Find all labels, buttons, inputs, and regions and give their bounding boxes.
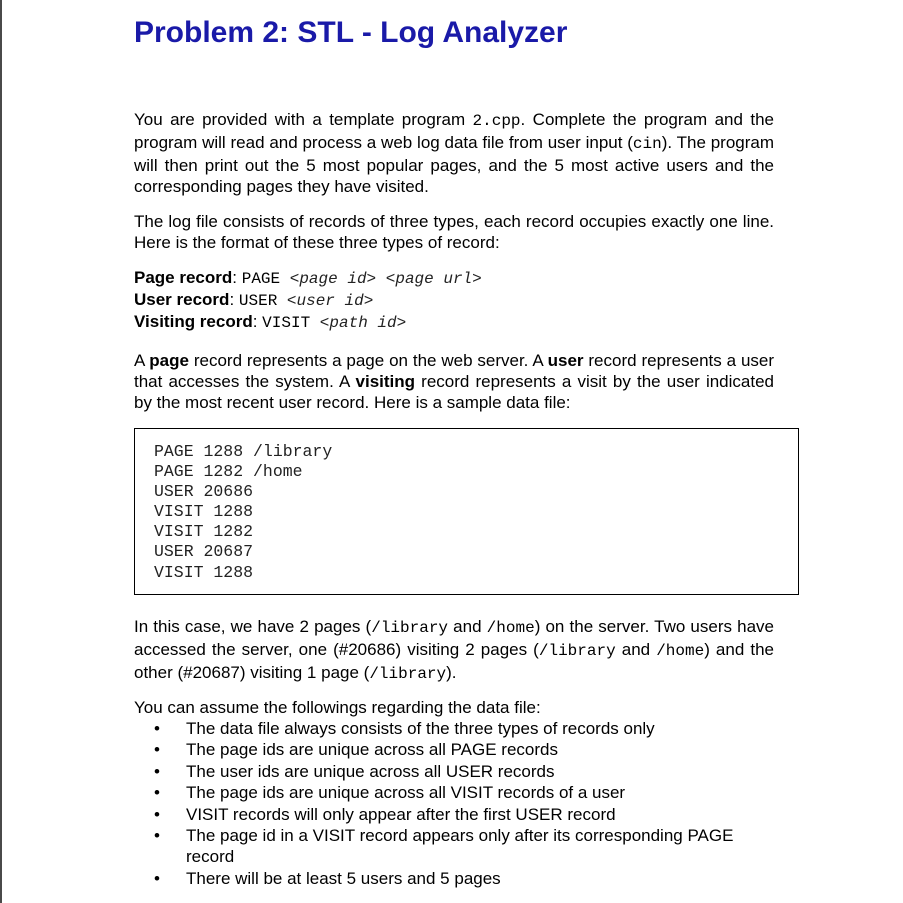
list-item (134, 718, 774, 739)
list-item (134, 868, 774, 889)
list-item-text: There will be at least 5 users and 5 pages (186, 868, 501, 888)
explain-text: and (448, 617, 487, 636)
format-keyword: USER (238, 292, 278, 310)
desc-bold-page: page (149, 351, 189, 370)
bullet-icon: • (154, 826, 160, 846)
explain-code: /home (656, 642, 705, 660)
sample-line: PAGE 1282 /home (154, 462, 303, 482)
explanation-paragraph (134, 616, 774, 685)
assumptions-intro: You can assume the followings regarding the data file: (134, 698, 541, 717)
desc-text: record represents a visit by the user indicated by the most recent user record. Here is a sample data file: (134, 372, 774, 412)
desc-text: A (134, 351, 150, 370)
bullet-icon: • (154, 740, 160, 760)
format-label: User record (134, 290, 230, 309)
list-item-text: VISIT records will only appear after the first USER record (186, 804, 616, 824)
explain-code: /library (369, 665, 447, 683)
sample-line: VISIT 1288 (154, 562, 254, 582)
explain-text: ). (446, 663, 457, 682)
format-keyword: VISIT (262, 314, 311, 332)
cin-code: cin (632, 135, 662, 153)
intro-text-1: You are provided with a template program (134, 110, 473, 129)
intro-text-2: . Complete the program and the program will read and process a web log data file from user input ( (134, 110, 774, 152)
explain-text: In this case, we have 2 pages ( (134, 617, 372, 636)
bullet-icon: • (154, 719, 160, 738)
explain-text: and (615, 640, 657, 659)
explain-code: /library (538, 642, 616, 660)
intro-paragraph (134, 109, 774, 197)
explain-code: /library (371, 619, 449, 637)
bullet-icon: • (154, 761, 160, 781)
format-user-record (134, 289, 373, 312)
format-args: <path id> (310, 314, 407, 332)
bullet-icon: • (154, 783, 160, 803)
intro-text-3: ). The program will then print out the 5 most popular pages, and the 5 most active users and the corresponding pages they have visited. (134, 133, 774, 196)
list-item-text: The page id in a VISIT record appears only after its corresponding PAGE record (186, 826, 734, 867)
desc-text: record represents a user that accesses the system. A (134, 351, 775, 391)
sample-line: PAGE 1288 /library (154, 442, 333, 461)
page-title: Problem 2: STL - Log Analyzer (134, 16, 568, 49)
list-item-text: The page ids are unique across all PAGE records (186, 740, 558, 760)
desc-bold-visiting: visiting (355, 372, 416, 391)
list-item-text: The user ids are unique across all USER records (186, 761, 555, 781)
list-item (134, 782, 774, 803)
desc-text: record represents a page on the web server. A (188, 351, 548, 370)
format-args: <page id> <page url> (280, 270, 482, 288)
sample-line: VISIT 1288 (154, 502, 254, 522)
bullet-icon: • (154, 868, 160, 888)
list-item (134, 761, 774, 782)
list-item (134, 739, 774, 760)
sample-line: USER 20686 (154, 482, 254, 502)
format-label: Page record (134, 268, 233, 287)
format-intro-paragraph: The log file consists of records of three types, each record occupies exactly one line. Here is the format of these three types of record: (134, 212, 774, 252)
list-item-text: The data file always consists of the three types of records only (186, 719, 655, 738)
bullet-icon: • (154, 804, 160, 824)
explain-text: ) and the other (#20687) visiting 1 page ( (134, 640, 775, 682)
page-left-edge (0, 0, 2, 903)
format-visit-record (134, 311, 406, 334)
sample-data-box (134, 428, 799, 595)
list-item (134, 804, 774, 825)
format-keyword: PAGE (241, 270, 281, 288)
format-page-record (134, 267, 482, 290)
record-description-paragraph (134, 350, 774, 413)
explain-code: /home (486, 619, 535, 637)
format-separator: : (229, 290, 239, 309)
format-args: <user id> (277, 292, 374, 310)
format-separator: : (232, 268, 242, 287)
sample-line: USER 20687 (154, 542, 254, 562)
assumptions-list (134, 718, 774, 889)
desc-bold-user: user (547, 351, 584, 370)
format-label: Visiting record (134, 312, 253, 331)
template-filename: 2.cpp (472, 112, 521, 130)
sample-line: VISIT 1282 (154, 522, 254, 542)
explain-text: ) on the server. Two users have accessed the server, one (#20686) visiting 2 pages ( (134, 617, 775, 659)
format-separator: : (252, 312, 263, 331)
list-item-text: The page ids are unique across all VISIT records of a user (186, 783, 626, 803)
list-item (134, 825, 774, 868)
